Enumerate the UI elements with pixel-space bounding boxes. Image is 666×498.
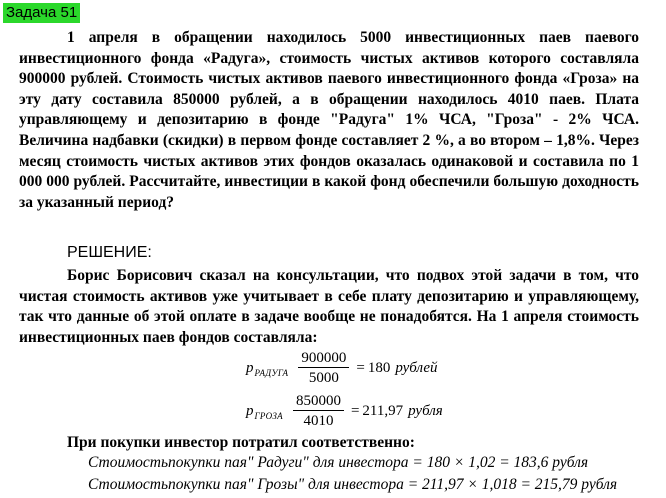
purchase-title: При покупки инвестор потратил соответственно: (67, 434, 415, 451)
formula-subscript: РАДУГА (254, 368, 289, 378)
task-statement: 1 апреля в обращении находилось 5000 инвестиционных паев паевого инвестиционного фонда «Радуга», стоимость чистых активов которого составляла 900000 рублей. Стоимость чистых активов паевого инвестиционного фонда «Гроза» на эту дату составила 850000 рублей, а в обращении находилось 4010 паев. Плата управляющему и депозитарию в фонде "Радуга" 1% ЧСА, "Гроза" - 2% ЧСА. Величина надбавки (скидки) в первом фонде составляет 2 %, а во втором – 1,8%. Через месяц стоимость чистых активов этих фондов оказалась одинаковой и составила по 1 000 000 рублей. Рассчитайте, инвестиции в какой фонд обеспечили большую доходность за указанный период? (19, 29, 639, 211)
formula-unit: рублей (395, 359, 438, 376)
formula-subscript: ГРОЗА (254, 411, 283, 421)
formula-result: 211,97 (362, 402, 404, 419)
fraction-denominator: 5000 (308, 370, 339, 386)
solution-heading: РЕШЕНИЕ: (67, 244, 152, 261)
formula-variable: p (246, 359, 254, 376)
fraction-numerator: 850000 (295, 393, 341, 409)
purchase-cost-raduga: Стоимостьпокупки пая" Радуги" для инвестора = 180 × 1,02 = 183,6 рубля (88, 454, 589, 471)
equals-sign: = (350, 402, 360, 419)
fraction (298, 350, 349, 386)
formula-variable: p (246, 402, 254, 419)
task-number-label: Задача 51 (3, 3, 80, 23)
solution-paragraph: Борис Борисович сказал на консультации, что подвох этой задачи в том, что чистая стоимость активов уже учитывает в себе плату депозитарию и управляющему, так что данные об этой оплате в задаче вообще не понадобятся. На 1 апреля стоимость инвестиционных паев фондов составляла: (19, 267, 639, 346)
formula-groza (246, 393, 443, 429)
equals-sign: = (356, 359, 365, 376)
fraction (293, 393, 344, 429)
formula-unit: рубля (408, 402, 443, 419)
formula-raduga (246, 350, 438, 386)
formula-result: 180 (367, 359, 391, 376)
fraction-numerator: 900000 (301, 350, 347, 366)
fraction-denominator: 4010 (303, 413, 334, 429)
purchase-cost-groza: Стоимостьпокупки пая" Грозы" для инвестора = 211,97 × 1,018 = 215,79 рубля (88, 476, 618, 493)
